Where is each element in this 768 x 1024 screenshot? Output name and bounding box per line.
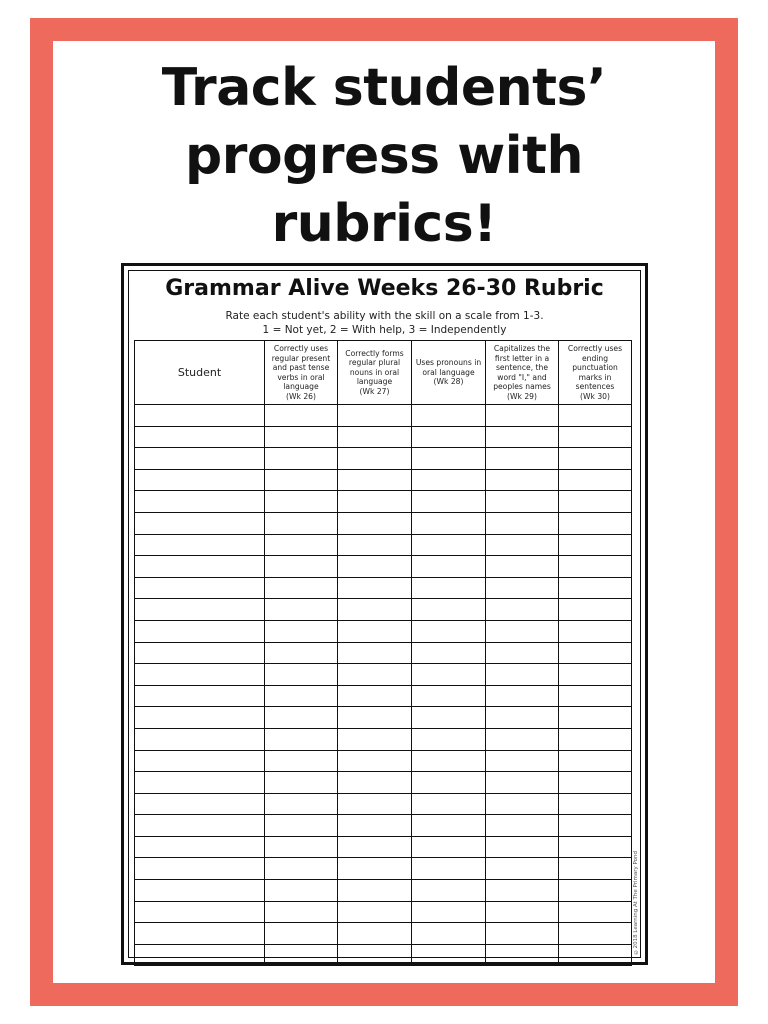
rating-cell[interactable] (412, 815, 486, 837)
student-name-cell[interactable] (135, 836, 265, 858)
rating-cell[interactable] (559, 599, 632, 621)
headline (40, 54, 728, 258)
table-row (135, 750, 632, 772)
rating-cell[interactable] (559, 512, 632, 534)
rating-cell[interactable] (412, 491, 486, 513)
rating-cell[interactable] (338, 620, 412, 642)
table-row (135, 772, 632, 794)
rating-cell[interactable] (265, 491, 338, 513)
rating-cell[interactable] (559, 620, 632, 642)
rating-cell[interactable] (338, 556, 412, 578)
rating-cell[interactable] (265, 750, 338, 772)
rating-cell[interactable] (412, 556, 486, 578)
rating-cell[interactable] (265, 944, 338, 966)
rubric-title: Grammar Alive Weeks 26-30 Rubric (165, 276, 604, 301)
table-row (135, 556, 632, 578)
rating-cell[interactable] (412, 750, 486, 772)
rating-cell[interactable] (265, 836, 338, 858)
rating-cell[interactable] (338, 793, 412, 815)
rating-cell[interactable] (412, 664, 486, 686)
rating-cell[interactable] (265, 577, 338, 599)
column-header-week: (Wk 29) (507, 391, 537, 401)
rating-cell[interactable] (559, 556, 632, 578)
rubric-header-row (135, 341, 632, 405)
student-name-cell[interactable] (135, 728, 265, 750)
rating-cell[interactable] (338, 448, 412, 470)
copyright-text: ©2018 Learning At The Primary Pond (633, 850, 639, 954)
rating-cell[interactable] (338, 750, 412, 772)
rating-cell[interactable] (265, 772, 338, 794)
rating-cell[interactable] (486, 491, 559, 513)
rating-cell[interactable] (412, 469, 486, 491)
column-header-week: (Wk 27) (359, 386, 390, 396)
rating-cell[interactable] (265, 642, 338, 664)
student-name-cell[interactable] (135, 923, 265, 945)
table-row (135, 793, 632, 815)
column-header-wk29 (486, 341, 559, 405)
student-name-cell[interactable] (135, 491, 265, 513)
student-name-cell[interactable] (135, 599, 265, 621)
rating-cell[interactable] (338, 599, 412, 621)
rating-cell[interactable] (559, 426, 632, 448)
rating-cell[interactable] (559, 880, 632, 902)
student-name-cell[interactable] (135, 815, 265, 837)
rating-cell[interactable] (338, 685, 412, 707)
rating-cell[interactable] (338, 426, 412, 448)
column-header-student (135, 341, 265, 405)
rating-cell[interactable] (559, 901, 632, 923)
rating-cell[interactable] (265, 793, 338, 815)
student-name-cell[interactable] (135, 642, 265, 664)
rubric-instructions (124, 309, 645, 337)
student-name-cell[interactable] (135, 469, 265, 491)
table-row (135, 944, 632, 966)
rating-cell[interactable] (486, 880, 559, 902)
rating-cell[interactable] (412, 901, 486, 923)
column-header-label: Correctly forms regular plural nouns in oral language (345, 348, 404, 387)
rating-cell[interactable] (559, 534, 632, 556)
table-row (135, 836, 632, 858)
rating-cell[interactable] (412, 448, 486, 470)
rating-cell[interactable] (412, 642, 486, 664)
rating-cell[interactable] (486, 772, 559, 794)
rating-cell[interactable] (559, 836, 632, 858)
student-name-cell[interactable] (135, 707, 265, 729)
rating-cell[interactable] (486, 577, 559, 599)
rating-cell[interactable] (265, 426, 338, 448)
rating-cell[interactable] (486, 901, 559, 923)
column-header-label: Uses pronouns in oral language (415, 358, 482, 377)
column-header-wk28 (412, 341, 486, 405)
rating-cell[interactable] (265, 880, 338, 902)
rating-cell[interactable] (412, 512, 486, 534)
rating-cell[interactable] (559, 685, 632, 707)
rating-cell[interactable] (486, 815, 559, 837)
table-row (135, 901, 632, 923)
rating-cell[interactable] (486, 405, 559, 427)
rating-cell[interactable] (486, 858, 559, 880)
student-name-cell[interactable] (135, 426, 265, 448)
rating-cell[interactable] (412, 707, 486, 729)
rating-cell[interactable] (412, 923, 486, 945)
rating-cell[interactable] (412, 772, 486, 794)
student-name-cell[interactable] (135, 405, 265, 427)
student-name-cell[interactable] (135, 448, 265, 470)
rating-cell[interactable] (338, 405, 412, 427)
column-header-wk26 (265, 341, 338, 405)
table-row (135, 620, 632, 642)
rating-cell[interactable] (338, 836, 412, 858)
rubric-table (134, 340, 632, 966)
table-row (135, 664, 632, 686)
table-row (135, 448, 632, 470)
student-name-cell[interactable] (135, 858, 265, 880)
rating-cell[interactable] (559, 577, 632, 599)
table-row (135, 599, 632, 621)
headline-line-1: Track students’ (161, 58, 607, 118)
rating-cell[interactable] (486, 685, 559, 707)
table-row (135, 815, 632, 837)
rating-cell[interactable] (559, 858, 632, 880)
rating-cell[interactable] (338, 901, 412, 923)
rating-cell[interactable] (338, 772, 412, 794)
student-name-cell[interactable] (135, 685, 265, 707)
rating-cell[interactable] (338, 944, 412, 966)
rating-cell[interactable] (338, 512, 412, 534)
rating-cell[interactable] (412, 577, 486, 599)
rating-cell[interactable] (412, 685, 486, 707)
rating-cell[interactable] (412, 793, 486, 815)
student-name-cell[interactable] (135, 512, 265, 534)
rating-cell[interactable] (486, 534, 559, 556)
table-row (135, 426, 632, 448)
rating-cell[interactable] (338, 707, 412, 729)
rating-cell[interactable] (265, 815, 338, 837)
table-row (135, 405, 632, 427)
rating-cell[interactable] (559, 469, 632, 491)
table-row (135, 728, 632, 750)
column-header-week: (Wk 26) (286, 391, 316, 401)
column-header-wk30 (559, 341, 632, 405)
rating-cell[interactable] (412, 405, 486, 427)
student-name-cell[interactable] (135, 750, 265, 772)
table-row (135, 707, 632, 729)
rating-cell[interactable] (412, 534, 486, 556)
rating-cell[interactable] (486, 944, 559, 966)
rating-cell[interactable] (559, 750, 632, 772)
student-name-cell[interactable] (135, 620, 265, 642)
rating-cell[interactable] (338, 728, 412, 750)
student-name-cell[interactable] (135, 880, 265, 902)
column-header-week: (Wk 28) (433, 377, 464, 387)
column-header-label: Student (177, 365, 222, 379)
table-row (135, 642, 632, 664)
rating-cell[interactable] (265, 556, 338, 578)
student-name-cell[interactable] (135, 901, 265, 923)
rating-cell[interactable] (265, 534, 338, 556)
table-row (135, 577, 632, 599)
rubric-instructions-line-1: Rate each student's ability with the skill on a scale from 1-3. (225, 310, 544, 322)
table-row (135, 491, 632, 513)
rating-cell[interactable] (559, 944, 632, 966)
rating-cell[interactable] (486, 512, 559, 534)
rating-cell[interactable] (412, 880, 486, 902)
rubric-sheet (121, 263, 648, 965)
rating-cell[interactable] (265, 901, 338, 923)
rating-cell[interactable] (265, 448, 338, 470)
rating-cell[interactable] (265, 858, 338, 880)
rating-cell[interactable] (265, 599, 338, 621)
rating-cell[interactable] (486, 836, 559, 858)
rating-cell[interactable] (486, 642, 559, 664)
rating-cell[interactable] (486, 599, 559, 621)
rating-cell[interactable] (559, 664, 632, 686)
rating-cell[interactable] (265, 405, 338, 427)
table-row (135, 534, 632, 556)
rating-cell[interactable] (559, 448, 632, 470)
student-name-cell[interactable] (135, 577, 265, 599)
rating-cell[interactable] (486, 448, 559, 470)
student-name-cell[interactable] (135, 556, 265, 578)
rating-cell[interactable] (338, 491, 412, 513)
rating-cell[interactable] (412, 620, 486, 642)
rating-cell[interactable] (486, 426, 559, 448)
rating-cell[interactable] (559, 405, 632, 427)
student-name-cell[interactable] (135, 534, 265, 556)
column-header-wk27 (338, 341, 412, 405)
rating-cell[interactable] (559, 728, 632, 750)
headline-line-2: progress with (185, 126, 583, 186)
rating-cell[interactable] (412, 858, 486, 880)
rating-cell[interactable] (338, 815, 412, 837)
table-row (135, 923, 632, 945)
rating-cell[interactable] (486, 556, 559, 578)
rating-cell[interactable] (338, 577, 412, 599)
rating-cell[interactable] (265, 707, 338, 729)
column-header-label: Correctly uses regular present and past tense verbs in oral language (271, 344, 331, 391)
rating-cell[interactable] (559, 642, 632, 664)
rating-cell[interactable] (486, 664, 559, 686)
rating-cell[interactable] (559, 707, 632, 729)
student-name-cell[interactable] (135, 772, 265, 794)
rating-cell[interactable] (265, 664, 338, 686)
rating-cell[interactable] (338, 880, 412, 902)
table-row (135, 880, 632, 902)
student-name-cell[interactable] (135, 944, 265, 966)
rating-cell[interactable] (559, 923, 632, 945)
rating-cell[interactable] (265, 620, 338, 642)
rating-cell[interactable] (412, 599, 486, 621)
headline-line-3: rubrics! (271, 194, 497, 254)
rating-cell[interactable] (265, 923, 338, 945)
rating-cell[interactable] (486, 620, 559, 642)
rating-cell[interactable] (412, 728, 486, 750)
rating-cell[interactable] (486, 728, 559, 750)
table-row (135, 512, 632, 534)
rating-cell[interactable] (559, 772, 632, 794)
rating-cell[interactable] (338, 664, 412, 686)
rating-cell[interactable] (338, 469, 412, 491)
table-row (135, 685, 632, 707)
rating-cell[interactable] (559, 815, 632, 837)
student-name-cell[interactable] (135, 664, 265, 686)
rubric-body (135, 405, 632, 966)
rating-cell[interactable] (412, 944, 486, 966)
rating-cell[interactable] (486, 707, 559, 729)
rating-cell[interactable] (338, 534, 412, 556)
rating-cell[interactable] (559, 491, 632, 513)
table-row (135, 469, 632, 491)
rating-cell[interactable] (486, 923, 559, 945)
column-header-label: Capitalizes the first letter in a sentence, the word "I," and peoples names (493, 344, 551, 391)
student-name-cell[interactable] (135, 793, 265, 815)
rating-cell[interactable] (486, 793, 559, 815)
rating-cell[interactable] (265, 728, 338, 750)
rubric-instructions-line-2: 1 = Not yet, 2 = With help, 3 = Independently (262, 324, 507, 336)
rating-cell[interactable] (265, 685, 338, 707)
rating-cell[interactable] (412, 836, 486, 858)
rating-cell[interactable] (338, 923, 412, 945)
rating-cell[interactable] (486, 469, 559, 491)
rating-cell[interactable] (559, 793, 632, 815)
rating-cell[interactable] (265, 512, 338, 534)
rating-cell[interactable] (265, 469, 338, 491)
rating-cell[interactable] (486, 750, 559, 772)
rating-cell[interactable] (412, 426, 486, 448)
table-row (135, 858, 632, 880)
rating-cell[interactable] (338, 642, 412, 664)
column-header-label: Correctly uses ending punctuation marks in sentences (567, 344, 623, 391)
rating-cell[interactable] (338, 858, 412, 880)
column-header-week: (Wk 30) (580, 391, 610, 401)
